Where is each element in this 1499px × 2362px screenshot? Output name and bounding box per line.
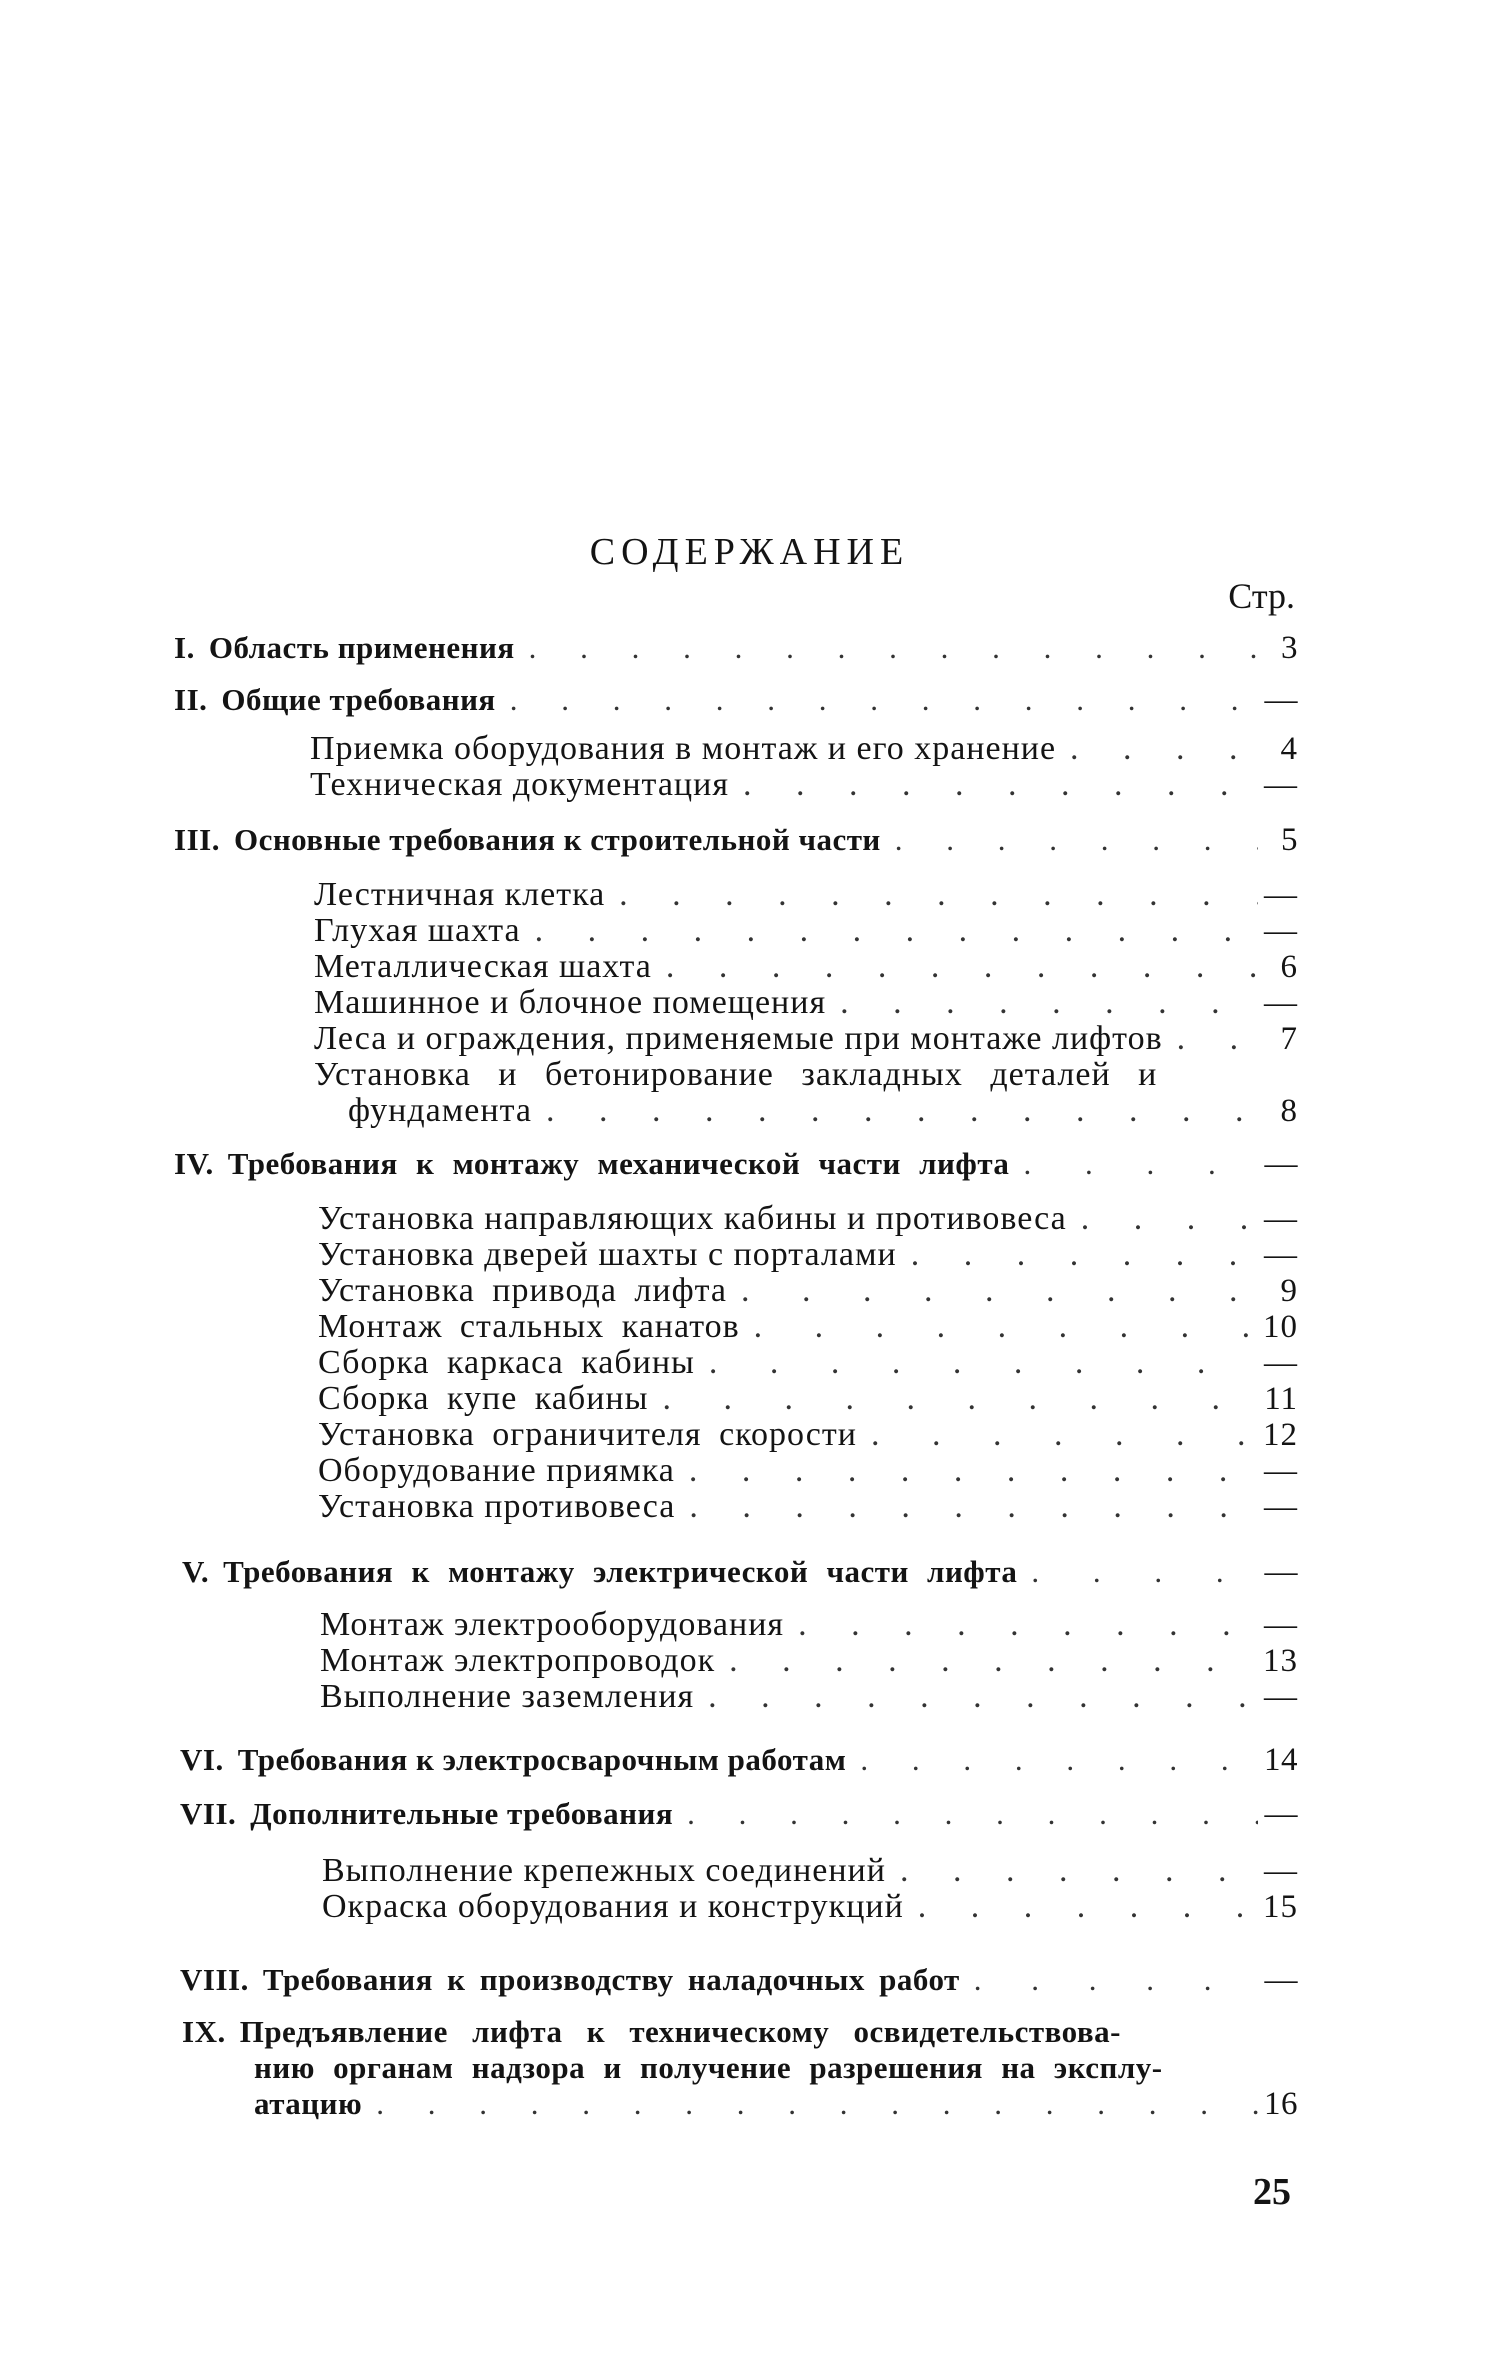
page-number: 11 — [1264, 1381, 1298, 1417]
toc-section — [180, 1796, 1298, 1833]
section-title-continuation: нию органам надзора и получение разрешения на эксплу- — [254, 2050, 1163, 2085]
leader-dots — [1177, 1020, 1258, 1058]
toc-section — [174, 630, 1298, 667]
toc-subsection — [318, 1416, 1298, 1454]
toc-section — [174, 682, 1298, 719]
page-number: 12 — [1263, 1417, 1298, 1453]
page-number: — — [1264, 1345, 1298, 1381]
leader-dots — [687, 1796, 1258, 1832]
toc-subsection — [320, 1642, 1298, 1680]
leader-dots — [918, 1888, 1257, 1926]
subsection-title: Установка и бетонирование закладных деталей и — [314, 1056, 1158, 1093]
leader-dots — [840, 984, 1258, 1022]
leader-dots — [1081, 1200, 1258, 1238]
toc-section — [174, 1146, 1298, 1183]
page-number: — — [1264, 1853, 1298, 1889]
leader-dots — [729, 1642, 1257, 1680]
toc-section — [180, 1742, 1298, 1779]
leader-dots — [798, 1606, 1258, 1644]
toc-subsection — [318, 1380, 1298, 1418]
leader-dots — [911, 1236, 1258, 1274]
page-number: — — [1264, 1796, 1298, 1832]
toc-subsection — [314, 1020, 1298, 1058]
page-number: 15 — [1263, 1889, 1298, 1925]
page-number: 16 — [1264, 2086, 1298, 2122]
section-title: Основные требования к строительной части — [233, 822, 881, 857]
page-number: — — [1264, 767, 1298, 803]
page-number-footer: 25 — [1253, 2171, 1291, 2213]
toc-subsection — [318, 1344, 1298, 1382]
page-number: 10 — [1263, 1309, 1298, 1345]
section-number: IX. — [182, 2014, 226, 2049]
subsection-title: Лестничная клетка — [314, 876, 606, 913]
page-number: — — [1264, 985, 1298, 1021]
leader-dots — [743, 766, 1258, 804]
leader-dots — [974, 1962, 1258, 1998]
section-title: Предъявление лифта к техническому освидетельствова- — [239, 2014, 1121, 2049]
subsection-title: Установка дверей шахты с порталами — [318, 1236, 897, 1273]
subsection-title: Сборка купе кабины — [318, 1380, 649, 1417]
section-title: Дополнительные требования — [250, 1796, 674, 1831]
section-title: Требования к электросварочным работам — [237, 1742, 847, 1777]
toc-section — [174, 822, 1298, 859]
toc-subsection — [318, 1200, 1298, 1238]
page-number: 9 — [1280, 1273, 1298, 1309]
subsection-title: Выполнение заземления — [320, 1678, 695, 1715]
leader-dots — [689, 1488, 1258, 1526]
leader-dots — [529, 630, 1258, 666]
subsection-title-continuation: фундамента — [348, 1092, 532, 1129]
subsection-title: Техническая документация — [310, 766, 729, 803]
toc-subsection — [320, 1606, 1298, 1644]
toc-section-continuation — [254, 2050, 1298, 2086]
section-title: Общие требования — [221, 682, 496, 717]
page-number: — — [1264, 1607, 1298, 1643]
page-column-header: Стр. — [1228, 576, 1295, 616]
leader-dots — [1023, 1146, 1258, 1182]
toc-subsection — [314, 984, 1298, 1022]
section-number: IV. — [174, 1146, 214, 1181]
subsection-title: Глухая шахта — [314, 912, 521, 949]
leader-dots — [1070, 730, 1258, 768]
leader-dots — [689, 1452, 1258, 1490]
subsection-title: Машинное и блочное помещения — [314, 984, 827, 1021]
subsection-title: Металлическая шахта — [314, 948, 652, 985]
toc-subsection — [314, 912, 1298, 950]
toc-subsection — [314, 876, 1298, 914]
page-number: — — [1264, 682, 1298, 718]
subsection-title: Монтаж электропроводок — [320, 1642, 716, 1679]
toc-subsection — [322, 1852, 1298, 1890]
leader-dots — [510, 682, 1258, 718]
subsection-title: Установка привода лифта — [318, 1272, 727, 1309]
toc-subsection — [318, 1488, 1298, 1526]
section-title: Требования к производству наладочных работ — [262, 1962, 960, 1997]
page-number: — — [1264, 1679, 1298, 1715]
leader-dots — [535, 912, 1258, 950]
toc-section — [182, 1554, 1298, 1591]
subsection-title: Монтаж стальных канатов — [318, 1308, 740, 1345]
subsection-title: Сборка каркаса кабины — [318, 1344, 695, 1381]
section-number: I. — [174, 630, 195, 665]
page-number: 4 — [1280, 731, 1298, 767]
toc-section-continuation — [254, 2086, 1298, 2123]
leader-dots — [709, 1344, 1258, 1382]
toc-subsection — [318, 1272, 1298, 1310]
page-title: СОДЕРЖАНИЕ — [589, 531, 910, 573]
toc-subsection — [320, 1678, 1298, 1716]
toc-subsection — [314, 948, 1298, 986]
leader-dots — [708, 1678, 1258, 1716]
page-number: 5 — [1281, 822, 1298, 858]
subsection-title: Установка направляющих кабины и противовеса — [318, 1200, 1067, 1237]
page-number: 3 — [1281, 630, 1298, 666]
subsection-title: Монтаж электрооборудования — [320, 1606, 785, 1643]
section-title: Требования к монтажу механической части лифта — [227, 1146, 1010, 1181]
page-number: — — [1264, 1201, 1298, 1237]
leader-dots — [1031, 1554, 1258, 1590]
leader-dots — [546, 1092, 1258, 1130]
leader-dots — [376, 2086, 1258, 2122]
page-number: 8 — [1280, 1093, 1298, 1129]
page-number: — — [1264, 913, 1298, 949]
toc-subsection — [310, 766, 1298, 804]
toc-section — [182, 2014, 1298, 2050]
subsection-title: Окраска оборудования и конструкций — [322, 1888, 904, 1925]
subsection-title: Приемка оборудования в монтаж и его хранение — [310, 730, 1057, 767]
leader-dots — [741, 1272, 1258, 1310]
page-number: 7 — [1280, 1021, 1298, 1057]
leader-dots — [900, 1852, 1258, 1890]
section-number: V. — [182, 1554, 210, 1589]
leader-dots — [754, 1308, 1257, 1346]
subsection-title: Оборудование приямка — [318, 1452, 675, 1489]
toc-subsection — [310, 730, 1298, 768]
section-title-continuation: атацию — [254, 2086, 363, 2121]
page-number: 14 — [1264, 1742, 1298, 1778]
toc-section — [180, 1962, 1298, 1999]
leader-dots — [860, 1742, 1258, 1778]
subsection-title: Леса и ограждения, применяемые при монтаже лифтов — [314, 1020, 1163, 1057]
toc-subsection — [322, 1888, 1298, 1926]
toc-subsection — [314, 1056, 1298, 1094]
subsection-title: Установка ограничителя скорости — [318, 1416, 857, 1453]
section-number: VI. — [180, 1742, 224, 1777]
section-number: II. — [174, 682, 208, 717]
leader-dots — [662, 1380, 1258, 1418]
leader-dots — [871, 1416, 1257, 1454]
page-number: — — [1264, 1237, 1298, 1273]
section-title: Область применения — [208, 630, 515, 665]
toc-subsection — [318, 1452, 1298, 1490]
section-number: VII. — [180, 1796, 237, 1831]
subsection-title: Установка противовеса — [318, 1488, 676, 1525]
toc-subsection — [318, 1236, 1298, 1274]
leader-dots — [666, 948, 1258, 986]
page-number: — — [1264, 1962, 1298, 1998]
subsection-title: Выполнение крепежных соединений — [322, 1852, 886, 1889]
page-number: — — [1264, 1489, 1298, 1525]
page-number: — — [1264, 1146, 1298, 1182]
section-number: VIII. — [180, 1962, 249, 1997]
page-number: 13 — [1263, 1643, 1298, 1679]
toc-subsection-continuation — [348, 1092, 1298, 1130]
toc-subsection — [318, 1308, 1298, 1346]
leader-dots — [895, 822, 1258, 858]
page-number: — — [1264, 877, 1298, 913]
page-number: — — [1264, 1453, 1298, 1489]
section-title: Требования к монтажу электрической части лифта — [223, 1554, 1018, 1589]
page-number: 6 — [1280, 949, 1298, 985]
section-number: III. — [174, 822, 220, 857]
leader-dots — [619, 876, 1258, 914]
page-number: — — [1264, 1554, 1298, 1590]
